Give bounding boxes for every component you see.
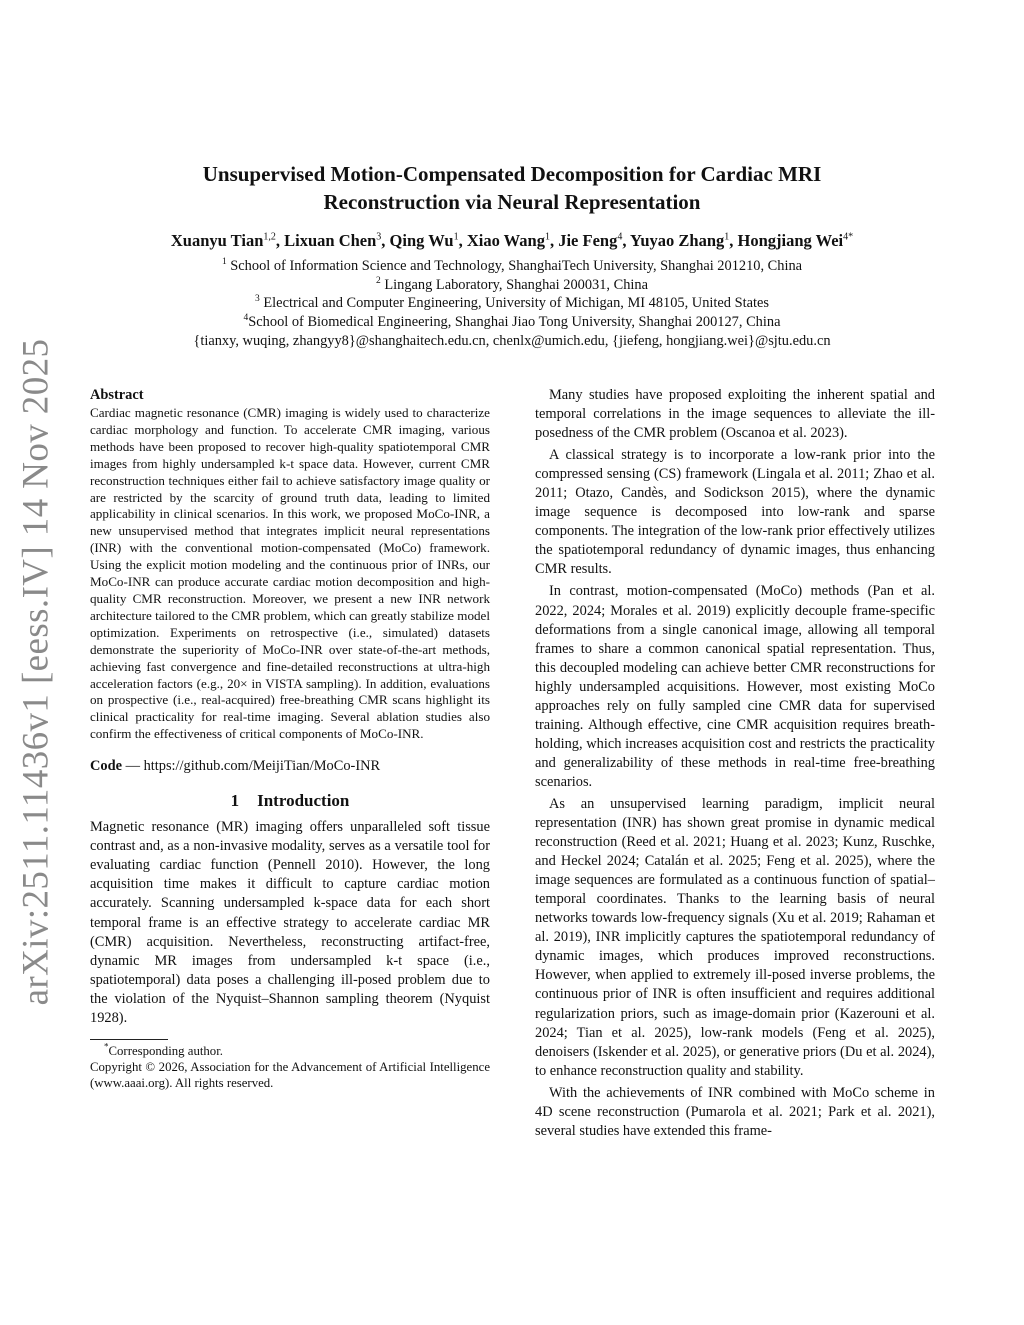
- abstract-heading: Abstract: [90, 387, 144, 403]
- author: [558, 231, 630, 250]
- affiliation-mark: 3: [255, 294, 260, 305]
- author-separator: ,: [729, 231, 738, 250]
- affiliation-text: Lingang Laboratory, Shanghai 200031, China: [380, 276, 648, 293]
- body-paragraph: With the achievements of INR combined with MoCo scheme in 4D scene reconstruction (Pumarola et al. 2021; Park et al. 2021), several studies have extended this frame-: [535, 1084, 935, 1139]
- author-name: Qing Wu: [389, 231, 454, 250]
- author-affiliation-mark: 4*: [843, 231, 854, 243]
- author-name: Jie Feng: [558, 231, 618, 250]
- affiliation-mark: 1: [221, 257, 227, 268]
- author-affiliation-mark: 1: [724, 231, 730, 243]
- body-paragraph: A classical strategy is to incorporate a low-rank prior into the compressed sensing (CS) framework (Lingala et al. 2011; Zhao et al. 2011; Otazo, Candès, and Sodickson 2015), where the dynamic image sequence is decomposed into low-rank and sparse components. The integration of the low-rank prior effectively utilizes the spatiotemporal redundancy of dynamic images, thus enhancing CMR results.: [535, 447, 935, 578]
- title-line-1: Unsupervised Motion-Compensated Decomposition for Cardiac MRI: [202, 162, 822, 186]
- body-paragraph: Many studies have proposed exploiting the inherent spatial and temporal correlations in the image sequences to alleviate the ill-posedness of the CMR problem (Oscanoa et al. 2023).: [535, 387, 935, 442]
- affiliation-mark: 4: [243, 313, 249, 324]
- author-name: Hongjiang Wei: [737, 231, 844, 250]
- author-affiliation-mark: 3: [376, 231, 382, 243]
- arxiv-identifier-stamp[interactable]: [8, 338, 64, 1006]
- footnote-text: Corresponding author.: [108, 1043, 223, 1058]
- author-separator: ,: [381, 231, 390, 250]
- section-number: 1: [230, 791, 240, 811]
- author: [630, 231, 738, 250]
- copyright-notice: Copyright © 2026, Association for the Advancement of Artificial Intelligence (www.aaai.org). All rights reserved.: [90, 1059, 490, 1090]
- code-label: Code: [90, 758, 122, 775]
- introduction-heading: [90, 791, 490, 810]
- title-line-2: Reconstruction via Neural Representation: [323, 190, 701, 214]
- affiliation-text: Electrical and Computer Engineering, University of Michigan, MI 48105, United States: [259, 295, 769, 312]
- left-column: [90, 386, 490, 1091]
- author: [467, 231, 558, 250]
- author-separator: ,: [275, 231, 285, 250]
- arxiv-identifier-text: arXiv:2511.11436v1 [eess.IV] 14 Nov 2025: [15, 338, 57, 1006]
- affiliation-text: School of Biomedical Engineering, Shanghai Jiao Tong University, Shanghai 200127, China: [248, 314, 781, 331]
- author-affiliation-mark: 1: [544, 231, 550, 243]
- introduction-paragraph: Magnetic resonance (MR) imaging offers unparalleled soft tissue contrast and, as a non-invasive modality, serves as a versatile tool for evaluating cardiac function (Pennell 2010). However, the long acquisition time makes it difficult to capture cardiac motion accurately. Scanning undersampled k-space data for each short temporal frame is an effective strategy to accelerate cardiac MR (CMR) acquisition. Nevertheless, reconstructing artifact-free, dynamic MR images from undersampled k-t space (i.e., spatiotemporal) data poses a challenging ill-posed problem due to the violation of the Nyquist–Shannon sampling theorem (Nyquist 1928).: [90, 819, 490, 1026]
- affiliation-line: [90, 276, 934, 295]
- author-name: Yuyao Zhang: [629, 231, 725, 250]
- affiliation-line: [90, 313, 934, 332]
- affiliation-line: [90, 257, 934, 276]
- author-separator: ,: [549, 231, 559, 250]
- corresponding-author-footnote: [90, 1043, 490, 1059]
- author: [390, 231, 467, 250]
- footnote-mark: *: [104, 1041, 109, 1052]
- author: [738, 231, 854, 250]
- body-paragraph: In contrast, motion-compensated (MoCo) methods (Pan et al. 2022, 2024; Morales et al. 2019) explicitly decouple frame-specific deformations from a single canonical image, allowing all temporal frames to share a common canonical spatial representation. Thus, this decoupled modeling can achieve better CMR reconstructions for highly undersampled acquisitions. However, most existing MoCo approaches rely on fully sampled cine CMR data for supervised training. Although effective, cine CMR acquisition requires breath-holding, which increases acquisition cost and restricts the practicality and generalizability of these methods in real-time free-breathing scenarios.: [535, 583, 935, 790]
- author-affiliation-mark: 4: [617, 231, 623, 243]
- author-separator: ,: [622, 231, 630, 250]
- right-column: [535, 386, 935, 1144]
- affiliation-text: School of Information Science and Technology, ShanghaiTech University, Shanghai 201210, China: [226, 258, 803, 274]
- author-affiliation-mark: 1,2: [263, 231, 276, 243]
- author-name: Xuanyu Tian: [170, 231, 264, 250]
- author-name: Lixuan Chen: [284, 231, 377, 250]
- author-affiliation-mark: 1: [453, 231, 459, 243]
- body-paragraph: As an unsupervised learning paradigm, implicit neural representation (INR) has shown great promise in dynamic medical reconstruction (Reed et al. 2021; Huang et al. 2023; Kunz, Ruschke, and Heckel 2024; Catalán et al. 2025; Feng et al. 2025), where the image sequences are formulated as a continuous function of spatial–temporal coordinates. Thanks to the learning basis of neural networks towards low-frequency signals (Xu et al. 2019; Rahaman et al. 2019), INR implicitly captures the spatiotemporal redundancy of dynamic images, which produces improved reconstructions. However, when applied to extremely ill-posed inverse problems, the continuous prior of INR is often insufficient and requires additional regularization priors, such as image-domain prior (Kazerouni et al. 2024; Tian et al. 2025), low-rank models (Feng et al. 2025), denoisers (Iskender et al. 2025), or generative priors (Du et al. 2024), to enhance reconstruction quality and stability.: [535, 795, 935, 1079]
- footnote-divider: [90, 1039, 168, 1040]
- author-list: [60, 230, 964, 252]
- abstract-text: Cardiac magnetic resonance (CMR) imaging is widely used to characterize cardiac morphology and function. To accelerate CMR imaging, various methods have been proposed to recover high-quality spatiotemporal CMR images from highly undersampled k-t space data. However, current CMR reconstruction techniques either fail to achieve satisfactory image quality or are restricted by the scarcity of ground truth data, leading to limited applicability in clinical scenarios. In this work, we proposed MoCo-INR, a new unsupervised method that integrates implicit neural representations (INR) with the conventional motion-compensated (MoCo) framework. Using the explicit motion modeling and the continuous prior of INRs, our MoCo-INR can produce accurate cardiac motion decomposition and high-quality CMR reconstruction. Moreover, we present a new INR network architecture tailored to the CMR problem, which can greatly stabilize model optimization. Experiments on retrospective (i.e., simulated) datasets demonstrate the superiority of MoCo-INR over state-of-the-art methods, achieving fast convergence and fine-detailed reconstructions at ultra-high acceleration factors (e.g., 20× in VISTA sampling). In addition, evaluations on prospective (i.e., real-acquired) free-breathing CMR scans highlight its clinical practicality for real-time imaging. Several ablation studies also confirm the effectiveness of critical components of MoCo-INR.: [90, 405, 490, 742]
- section-title-text: Introduction: [257, 791, 350, 811]
- code-url-link[interactable]: — https://github.com/MeijiTian/MoCo-INR: [121, 758, 381, 775]
- author-separator: ,: [458, 231, 467, 250]
- paper-title: [100, 160, 924, 216]
- author-name: Xiao Wang: [466, 231, 545, 250]
- code-link-line: [90, 757, 490, 776]
- affiliation-mark: 2: [376, 275, 381, 286]
- author: [171, 231, 284, 250]
- author: [284, 231, 389, 250]
- author-emails[interactable]: {tianxy, wuqing, zhangyy8}@shanghaitech.edu.cn, chenlx@umich.edu, {jiefeng, hongjiang.wei}@sjtu.edu.cn: [193, 332, 831, 349]
- affiliation-list: [90, 257, 934, 351]
- affiliation-line: [90, 294, 934, 313]
